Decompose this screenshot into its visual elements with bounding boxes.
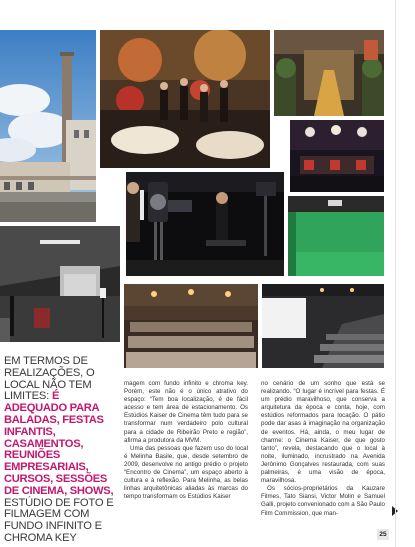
page-divider — [395, 0, 396, 547]
studio-interior-photo — [0, 226, 120, 342]
paragraph: magem com fundo infinito e chroma key. Porém, este não é o único atrativo do espaço: “Tem boa localização, é de fácil acesso e tem área de estacionamento. Os Estúdios Kaiser de Cinema têm tudo para se transformar num verdadeiro polo cultural para a cidade de Ribeirão Preto e região”, afirma a produtora da MVM. — [124, 380, 248, 444]
factory-exterior-photo — [0, 30, 96, 222]
lit-hall-photo — [274, 30, 384, 116]
intro-callout — [4, 356, 122, 545]
intro-lead: EM TERMOS DE REALIZAÇÕES, O LOCAL NÃO TEM LIMITES: — [4, 355, 95, 403]
body-column-middle — [124, 380, 248, 501]
screening-room-photo — [262, 284, 384, 368]
intro-highlight: É ADEQUADO PARA BALADAS, FESTAS INFANTIS, CASAMENTOS, REUNIÕES EMPRESARIAIS, CURSOS, SESSÕES DE CINEMA, SHOWS, — [4, 390, 114, 497]
film-camera-photo — [126, 172, 284, 276]
wedding-dinner-photo — [100, 30, 270, 168]
cinema-seats-photo — [124, 284, 258, 368]
green-screen-photo — [288, 196, 384, 276]
paragraph: no cenário de um sonho que está se realizando. “O lugar é incrível para festas. É um prédio maravilhoso, que conserva a arquitetura da época e conta, hoje, com estúdios reformados para locação. O pátio pode dar asas à imaginação na organização de eventos. Há, ainda, o meu lugar de charme: o Cinema Kaiser, de que gosto tanto”, revela, destacando que o local à noite, iluminado, incrustrado na Avenida Jerônimo Gonçalves restaurada, com suas palmeiras, é uma visão de época, maravilhosa. — [261, 380, 385, 485]
paragraph: Os sócios-proprietários da Kauzare Filmes, Tato Siansi, Victor Molin e Samuel Galli, projeto convenionado com a São Paulo Film Commission, que man- — [261, 485, 385, 517]
body-column-right — [261, 380, 385, 518]
page-number: 25 — [377, 529, 389, 540]
intro-tail: ESTÚDIO DE FOTO E FILMAGEM COM FUNDO INFINITO E CHROMA KEY — [4, 496, 114, 544]
paragraph: Uma das pessoas que fazem uso do local é Melinha Basile, que, desde setembro de 2009, desenvolve no antigo prédio o projeto “Encontro de Cinema”, um espaço aberto à cultura e à reflexão. Para Melinha, as belas linhas arquitetônicas aliadas às marcas do tempo transformam os Estúdios Kaiser — [124, 444, 248, 501]
stage-lights-photo — [290, 120, 384, 192]
